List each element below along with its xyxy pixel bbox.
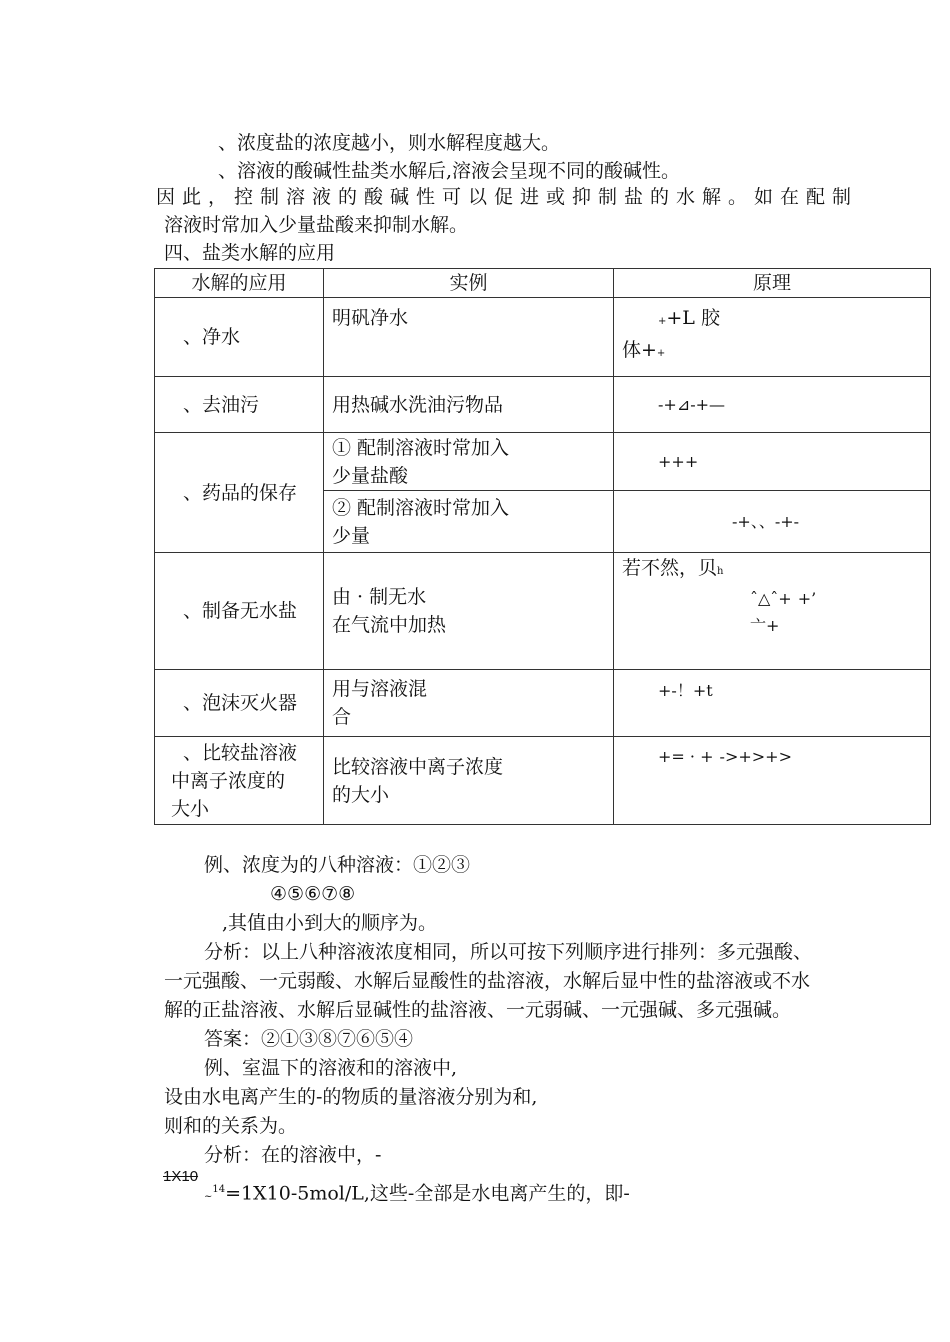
table-row [155, 433, 931, 491]
table-row [155, 298, 931, 377]
cell-example: 用热碱水洗油污物品 [324, 377, 614, 433]
text-line: 例、室温下的溶液和的溶液中, [204, 1057, 458, 1079]
cell-application: 、净水 [155, 298, 324, 377]
text-line: 分析：以上八种溶液浓度相同，所以可按下列顺序进行排列：多元强酸、 [204, 941, 813, 963]
text-line: 则和的关系为。 [164, 1115, 298, 1137]
cell-example: 由 · 制无水 在气流中加热 [324, 553, 614, 670]
header-principle: 原理 [614, 269, 931, 298]
application-table [154, 268, 931, 825]
text-line: 、溶液的酸碱性盐类水解后,溶液会呈现不同的酸碱性。 [218, 160, 681, 182]
section-title: 四、盐类水解的应用 [164, 242, 336, 264]
table-header-row [155, 269, 931, 298]
table-row [155, 670, 931, 737]
text-line: 一元强酸、一元弱酸、水解后显酸性的盐溶液，水解后显中性的盐溶液或不水 [164, 970, 811, 992]
text-line: 因此，控制溶液的酸碱性可以促进或抑制盐的水解。如在配制 [156, 186, 859, 208]
cell-example: 用与溶液混 合 [324, 670, 614, 737]
text-line: 分析：在的溶液中，- [204, 1144, 382, 1166]
table-row [155, 377, 931, 433]
text-line: 设由水电离产生的-的物质的量溶液分别为和, [164, 1086, 538, 1108]
cell-principle: -+⊿-+— [614, 377, 931, 433]
cell-application: 、药品的保存 [155, 433, 324, 553]
text-line: ④⑤⑥⑦⑧ [270, 883, 356, 905]
cell-example: ① 配制溶液时常加入 少量盐酸 [324, 433, 614, 491]
text-line: ,其值由小到大的顺序为。 [222, 912, 438, 934]
cell-principle: +++ [614, 433, 931, 491]
text-line: 解的正盐溶液、水解后显碱性的盐溶液、一元弱碱、一元强碱、多元强碱。 [164, 999, 792, 1021]
cell-principle: ++L 胶 体++ [614, 298, 931, 377]
header-application: 水解的应用 [155, 269, 324, 298]
text-line: 溶液时常加入少量盐酸来抑制水解。 [164, 214, 469, 236]
cell-application: 、制备无水盐 [155, 553, 324, 670]
table-row [155, 737, 931, 825]
text-line: ~$^{14}$=1X10-5mol/L,这些-全部是水电离产生的，即- [204, 1182, 630, 1205]
answer-line: 答案：②①③⑧⑦⑥⑤④ [204, 1028, 414, 1050]
cell-principle: += · + ->+>+> [614, 737, 931, 825]
cell-example: 明矾净水 [324, 298, 614, 377]
cell-application: 、比较盐溶液 中离子浓度的 大小 [155, 737, 324, 825]
table-row [155, 553, 931, 670]
header-example: 实例 [324, 269, 614, 298]
cell-application: 、去油污 [155, 377, 324, 433]
cell-application: 、泡沫灭火器 [155, 670, 324, 737]
cell-example: 比较溶液中离子浓度 的大小 [324, 737, 614, 825]
cell-example: ② 配制溶液时常加入 少量 [324, 491, 614, 553]
text-line: 、浓度盐的浓度越小，则水解程度越大。 [218, 132, 561, 154]
cell-principle: 若不然，贝h ˆ△ˆ+ +’ 亠+ [614, 553, 931, 670]
cell-principle: -+、、-+- [614, 491, 931, 553]
struck-text: 1X10 [163, 1168, 199, 1185]
text-line: 例、浓度为的八种溶液：①②③ [204, 854, 471, 876]
cell-principle: +-！+t [614, 670, 931, 737]
